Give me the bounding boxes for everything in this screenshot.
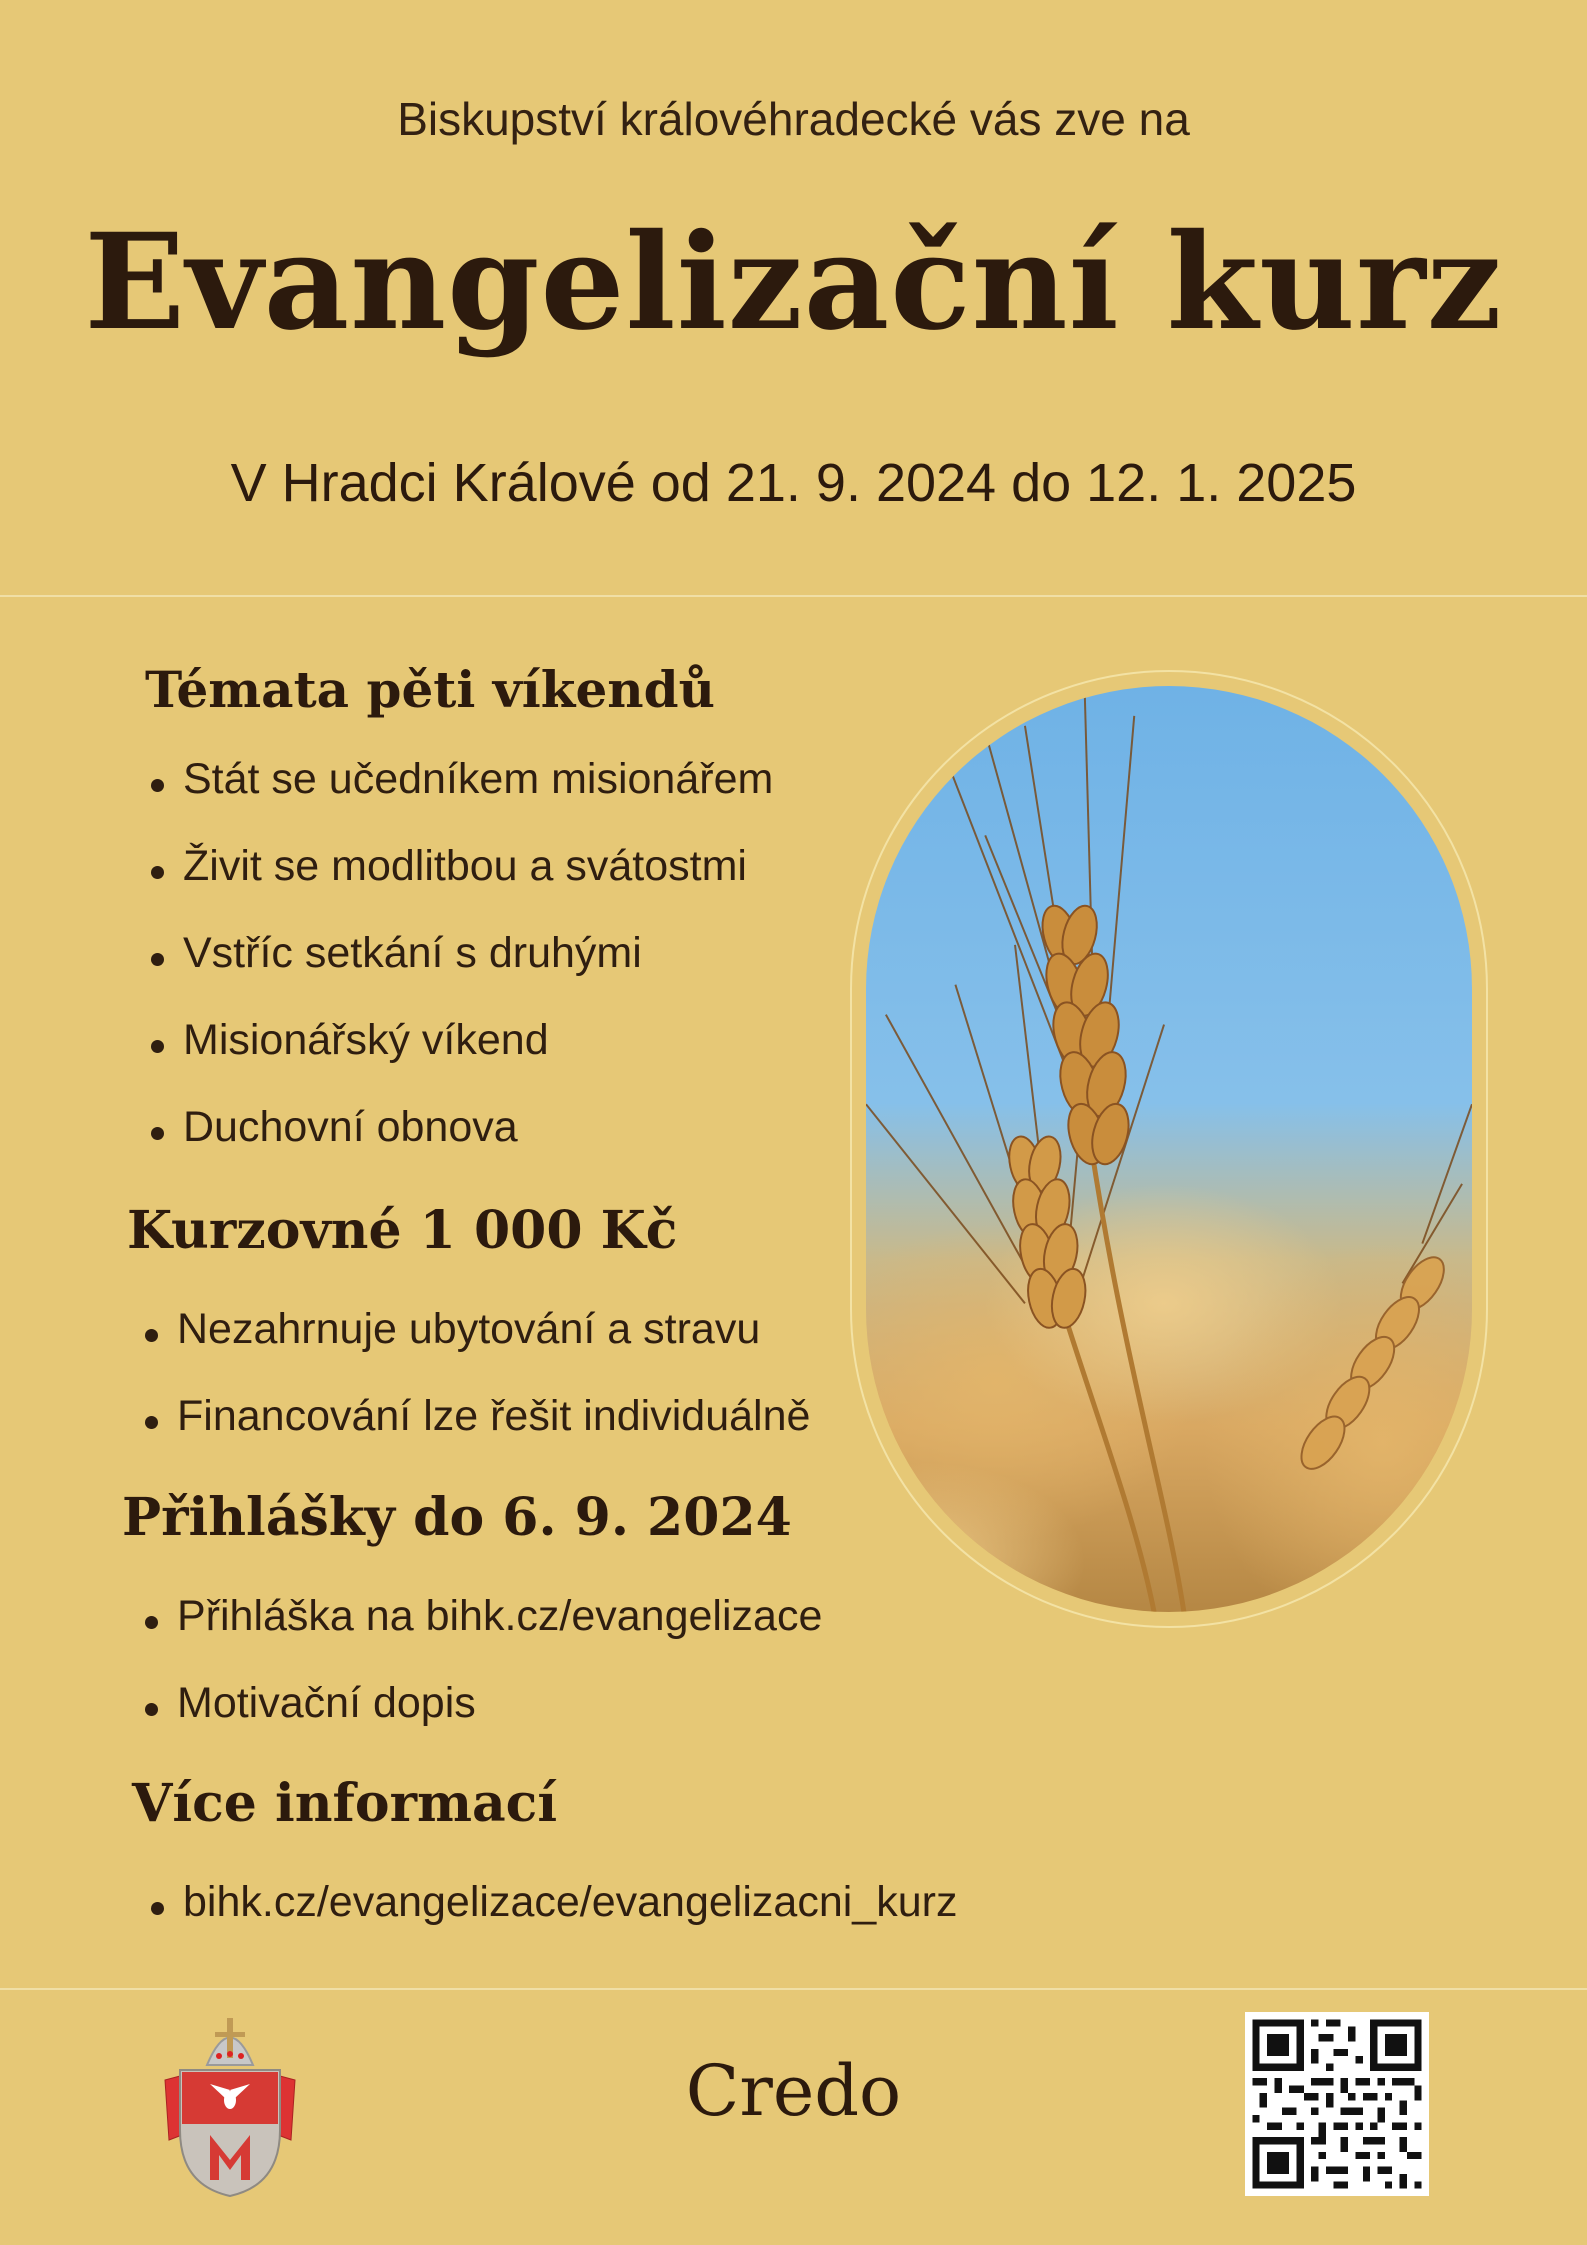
credo-brand: Credo — [685, 2050, 902, 2132]
list-item: Nezahrnuje ubytování a stravu — [139, 1305, 810, 1392]
list-item: Duchovní obnova — [145, 1103, 773, 1190]
invite-line: Biskupství královéhradecké vás zve na — [397, 93, 1190, 145]
event-dates: V Hradci Králové od 21. 9. 2024 do 12. 1. 2025 — [230, 453, 1357, 513]
list-item: Motivační dopis — [139, 1679, 822, 1766]
list-item: Živit se modlitbou a svátostmi — [145, 842, 773, 929]
top-divider — [0, 595, 1587, 597]
info-list — [145, 1878, 957, 1965]
registration-list — [139, 1592, 822, 1766]
wheat-image — [866, 686, 1472, 1612]
page-title: Evangelizační kurz — [84, 205, 1503, 360]
section-heading-registration: Přihlášky do 6. 9. 2024 — [122, 1487, 792, 1548]
list-item: Misionářský víkend — [145, 1016, 773, 1103]
list-item: Financování lze řešit individuálně — [139, 1392, 810, 1479]
list-item: Vstříc setkání s druhými — [145, 929, 773, 1016]
section-heading-topics: Témata pěti víkendů — [145, 660, 715, 719]
qr-code-icon — [1245, 2012, 1429, 2196]
section-heading-fee: Kurzovné 1 000 Kč — [127, 1200, 678, 1261]
section-heading-more-info: Více informací — [132, 1773, 558, 1834]
bottom-divider — [0, 1988, 1587, 1990]
list-item: Přihláška na bihk.cz/evangelizace — [139, 1592, 822, 1679]
wheat-photo — [850, 670, 1488, 1628]
fee-list — [139, 1305, 810, 1479]
topics-list — [145, 755, 773, 1190]
list-item: Stát se učedníkem misionářem — [145, 755, 773, 842]
list-item: bihk.cz/evangelizace/evangelizacni_kurz — [145, 1878, 957, 1965]
